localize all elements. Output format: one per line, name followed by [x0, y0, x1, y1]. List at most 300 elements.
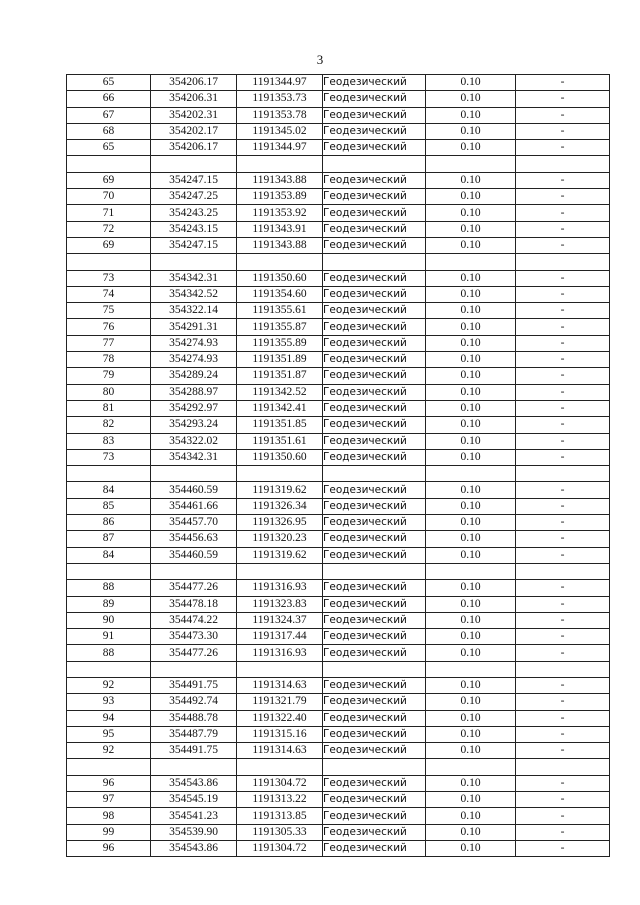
- table-row: [67, 221, 610, 237]
- accuracy-cell: 0.10: [426, 368, 516, 384]
- table-row: [67, 580, 610, 596]
- note-cell: -: [516, 792, 610, 808]
- accuracy-cell: 0.10: [426, 75, 516, 91]
- method-cell: Геодезический: [323, 743, 426, 759]
- table-row: [67, 237, 610, 253]
- y-coordinate-cell: 1191353.73: [237, 91, 323, 107]
- y-coordinate-cell: 1191304.72: [237, 840, 323, 856]
- note-cell: -: [516, 319, 610, 335]
- point-number-cell: 71: [67, 205, 151, 221]
- table-row: [67, 335, 610, 351]
- note-cell: -: [516, 270, 610, 286]
- method-cell: Геодезический: [323, 580, 426, 596]
- note-cell: -: [516, 417, 610, 433]
- y-coordinate-cell: 1191353.92: [237, 205, 323, 221]
- accuracy-cell: 0.10: [426, 189, 516, 205]
- method-cell: Геодезический: [323, 694, 426, 710]
- point-number-cell: 74: [67, 286, 151, 302]
- y-coordinate-cell: 1191314.63: [237, 677, 323, 693]
- page-number: 3: [316, 52, 324, 67]
- note-cell: -: [516, 172, 610, 188]
- x-coordinate-cell: 354545.19: [151, 792, 237, 808]
- y-coordinate-cell: 1191313.85: [237, 808, 323, 824]
- y-coordinate-cell: [237, 759, 323, 775]
- method-cell: Геодезический: [323, 75, 426, 91]
- point-number-cell: 84: [67, 482, 151, 498]
- note-cell: -: [516, 75, 610, 91]
- y-coordinate-cell: 1191323.83: [237, 596, 323, 612]
- method-cell: Геодезический: [323, 237, 426, 253]
- y-coordinate-cell: [237, 563, 323, 579]
- point-number-cell: 65: [67, 140, 151, 156]
- x-coordinate-cell: 354247.15: [151, 237, 237, 253]
- accuracy-cell: 0.10: [426, 237, 516, 253]
- method-cell: Геодезический: [323, 189, 426, 205]
- coordinates-table: [66, 74, 610, 857]
- accuracy-cell: [426, 466, 516, 482]
- method-cell: [323, 661, 426, 677]
- note-cell: -: [516, 482, 610, 498]
- x-coordinate-cell: 354457.70: [151, 515, 237, 531]
- note-cell: -: [516, 286, 610, 302]
- x-coordinate-cell: 354288.97: [151, 384, 237, 400]
- method-cell: Геодезический: [323, 319, 426, 335]
- y-coordinate-cell: 1191354.60: [237, 286, 323, 302]
- accuracy-cell: 0.10: [426, 694, 516, 710]
- y-coordinate-cell: 1191343.91: [237, 221, 323, 237]
- method-cell: Геодезический: [323, 515, 426, 531]
- accuracy-cell: [426, 759, 516, 775]
- method-cell: Геодезический: [323, 91, 426, 107]
- accuracy-cell: 0.10: [426, 547, 516, 563]
- method-cell: Геодезический: [323, 205, 426, 221]
- note-cell: -: [516, 531, 610, 547]
- note-cell: -: [516, 335, 610, 351]
- accuracy-cell: 0.10: [426, 335, 516, 351]
- point-number-cell: 79: [67, 368, 151, 384]
- x-coordinate-cell: [151, 759, 237, 775]
- y-coordinate-cell: 1191326.95: [237, 515, 323, 531]
- method-cell: [323, 466, 426, 482]
- method-cell: Геодезический: [323, 498, 426, 514]
- point-number-cell: 98: [67, 808, 151, 824]
- table-row: [67, 433, 610, 449]
- y-coordinate-cell: 1191317.44: [237, 629, 323, 645]
- table-row: [67, 270, 610, 286]
- accuracy-cell: 0.10: [426, 792, 516, 808]
- table-row: [67, 726, 610, 742]
- table-row: [67, 319, 610, 335]
- point-number-cell: 94: [67, 710, 151, 726]
- note-cell: -: [516, 743, 610, 759]
- point-number-cell: [67, 563, 151, 579]
- y-coordinate-cell: 1191304.72: [237, 775, 323, 791]
- method-cell: Геодезический: [323, 840, 426, 856]
- y-coordinate-cell: 1191355.87: [237, 319, 323, 335]
- note-cell: -: [516, 629, 610, 645]
- note-cell: [516, 156, 610, 172]
- method-cell: Геодезический: [323, 677, 426, 693]
- method-cell: Геодезический: [323, 449, 426, 465]
- y-coordinate-cell: 1191351.89: [237, 352, 323, 368]
- table-row: [67, 775, 610, 791]
- y-coordinate-cell: 1191351.61: [237, 433, 323, 449]
- method-cell: Геодезический: [323, 792, 426, 808]
- accuracy-cell: 0.10: [426, 433, 516, 449]
- y-coordinate-cell: 1191353.89: [237, 189, 323, 205]
- accuracy-cell: 0.10: [426, 384, 516, 400]
- coordinates-table-body: [67, 75, 610, 857]
- note-cell: -: [516, 677, 610, 693]
- table-row: [67, 482, 610, 498]
- table-row: [67, 547, 610, 563]
- accuracy-cell: 0.10: [426, 123, 516, 139]
- method-cell: Геодезический: [323, 710, 426, 726]
- y-coordinate-cell: 1191344.97: [237, 140, 323, 156]
- y-coordinate-cell: 1191321.79: [237, 694, 323, 710]
- x-coordinate-cell: 354460.59: [151, 547, 237, 563]
- accuracy-cell: 0.10: [426, 417, 516, 433]
- x-coordinate-cell: 354274.93: [151, 352, 237, 368]
- y-coordinate-cell: 1191320.23: [237, 531, 323, 547]
- accuracy-cell: 0.10: [426, 221, 516, 237]
- accuracy-cell: 0.10: [426, 107, 516, 123]
- y-coordinate-cell: [237, 466, 323, 482]
- note-cell: -: [516, 237, 610, 253]
- x-coordinate-cell: 354243.25: [151, 205, 237, 221]
- point-number-cell: 82: [67, 417, 151, 433]
- note-cell: -: [516, 775, 610, 791]
- x-coordinate-cell: 354488.78: [151, 710, 237, 726]
- note-cell: -: [516, 221, 610, 237]
- note-cell: -: [516, 107, 610, 123]
- y-coordinate-cell: 1191322.40: [237, 710, 323, 726]
- accuracy-cell: 0.10: [426, 482, 516, 498]
- accuracy-cell: 0.10: [426, 515, 516, 531]
- x-coordinate-cell: 354456.63: [151, 531, 237, 547]
- note-cell: -: [516, 547, 610, 563]
- note-cell: -: [516, 694, 610, 710]
- method-cell: Геодезический: [323, 352, 426, 368]
- method-cell: Геодезический: [323, 123, 426, 139]
- y-coordinate-cell: 1191313.22: [237, 792, 323, 808]
- x-coordinate-cell: 354206.17: [151, 140, 237, 156]
- table-row: [67, 417, 610, 433]
- note-cell: -: [516, 140, 610, 156]
- note-cell: [516, 661, 610, 677]
- point-number-cell: 69: [67, 172, 151, 188]
- y-coordinate-cell: 1191353.78: [237, 107, 323, 123]
- accuracy-cell: 0.10: [426, 91, 516, 107]
- table-row: [67, 205, 610, 221]
- accuracy-cell: [426, 254, 516, 270]
- y-coordinate-cell: 1191350.60: [237, 270, 323, 286]
- y-coordinate-cell: 1191315.16: [237, 726, 323, 742]
- x-coordinate-cell: 354342.31: [151, 449, 237, 465]
- accuracy-cell: 0.10: [426, 775, 516, 791]
- accuracy-cell: 0.10: [426, 580, 516, 596]
- x-coordinate-cell: 354322.14: [151, 303, 237, 319]
- accuracy-cell: 0.10: [426, 824, 516, 840]
- x-coordinate-cell: [151, 254, 237, 270]
- method-cell: Геодезический: [323, 335, 426, 351]
- table-row: [67, 694, 610, 710]
- accuracy-cell: 0.10: [426, 303, 516, 319]
- method-cell: [323, 759, 426, 775]
- note-cell: -: [516, 368, 610, 384]
- table-separator-row: [67, 466, 610, 482]
- y-coordinate-cell: 1191345.02: [237, 123, 323, 139]
- x-coordinate-cell: 354460.59: [151, 482, 237, 498]
- accuracy-cell: 0.10: [426, 726, 516, 742]
- point-number-cell: [67, 661, 151, 677]
- note-cell: [516, 759, 610, 775]
- x-coordinate-cell: 354539.90: [151, 824, 237, 840]
- accuracy-cell: 0.10: [426, 286, 516, 302]
- point-number-cell: 75: [67, 303, 151, 319]
- table-separator-row: [67, 759, 610, 775]
- method-cell: Геодезический: [323, 303, 426, 319]
- point-number-cell: 78: [67, 352, 151, 368]
- note-cell: [516, 563, 610, 579]
- point-number-cell: 99: [67, 824, 151, 840]
- method-cell: Геодезический: [323, 547, 426, 563]
- y-coordinate-cell: [237, 156, 323, 172]
- accuracy-cell: 0.10: [426, 498, 516, 514]
- x-coordinate-cell: 354322.02: [151, 433, 237, 449]
- y-coordinate-cell: 1191342.41: [237, 400, 323, 416]
- y-coordinate-cell: 1191324.37: [237, 612, 323, 628]
- method-cell: Геодезический: [323, 645, 426, 661]
- table-row: [67, 710, 610, 726]
- table-row: [67, 531, 610, 547]
- table-row: [67, 645, 610, 661]
- note-cell: -: [516, 498, 610, 514]
- point-number-cell: 95: [67, 726, 151, 742]
- y-coordinate-cell: [237, 254, 323, 270]
- method-cell: Геодезический: [323, 596, 426, 612]
- point-number-cell: 76: [67, 319, 151, 335]
- note-cell: -: [516, 433, 610, 449]
- point-number-cell: 73: [67, 449, 151, 465]
- accuracy-cell: 0.10: [426, 140, 516, 156]
- note-cell: -: [516, 449, 610, 465]
- table-separator-row: [67, 563, 610, 579]
- accuracy-cell: 0.10: [426, 840, 516, 856]
- table-row: [67, 189, 610, 205]
- note-cell: [516, 466, 610, 482]
- y-coordinate-cell: 1191350.60: [237, 449, 323, 465]
- note-cell: -: [516, 808, 610, 824]
- point-number-cell: 84: [67, 547, 151, 563]
- method-cell: [323, 156, 426, 172]
- table-row: [67, 840, 610, 856]
- y-coordinate-cell: 1191319.62: [237, 482, 323, 498]
- x-coordinate-cell: 354491.75: [151, 743, 237, 759]
- x-coordinate-cell: 354202.31: [151, 107, 237, 123]
- table-row: [67, 792, 610, 808]
- point-number-cell: 68: [67, 123, 151, 139]
- note-cell: -: [516, 612, 610, 628]
- method-cell: Геодезический: [323, 433, 426, 449]
- method-cell: Геодезический: [323, 140, 426, 156]
- x-coordinate-cell: 354492.74: [151, 694, 237, 710]
- table-row: [67, 75, 610, 91]
- point-number-cell: 91: [67, 629, 151, 645]
- point-number-cell: 67: [67, 107, 151, 123]
- x-coordinate-cell: 354206.17: [151, 75, 237, 91]
- y-coordinate-cell: 1191351.87: [237, 368, 323, 384]
- y-coordinate-cell: 1191355.61: [237, 303, 323, 319]
- point-number-cell: 77: [67, 335, 151, 351]
- point-number-cell: 66: [67, 91, 151, 107]
- point-number-cell: 70: [67, 189, 151, 205]
- note-cell: -: [516, 189, 610, 205]
- note-cell: -: [516, 840, 610, 856]
- note-cell: -: [516, 400, 610, 416]
- note-cell: -: [516, 123, 610, 139]
- accuracy-cell: 0.10: [426, 270, 516, 286]
- table-row: [67, 107, 610, 123]
- x-coordinate-cell: 354274.93: [151, 335, 237, 351]
- x-coordinate-cell: [151, 466, 237, 482]
- y-coordinate-cell: 1191305.33: [237, 824, 323, 840]
- x-coordinate-cell: [151, 563, 237, 579]
- y-coordinate-cell: 1191319.62: [237, 547, 323, 563]
- x-coordinate-cell: 354247.25: [151, 189, 237, 205]
- x-coordinate-cell: 354541.23: [151, 808, 237, 824]
- y-coordinate-cell: 1191342.52: [237, 384, 323, 400]
- table-row: [67, 596, 610, 612]
- method-cell: Геодезический: [323, 482, 426, 498]
- table-row: [67, 123, 610, 139]
- point-number-cell: 92: [67, 677, 151, 693]
- accuracy-cell: 0.10: [426, 449, 516, 465]
- note-cell: -: [516, 824, 610, 840]
- accuracy-cell: 0.10: [426, 400, 516, 416]
- y-coordinate-cell: 1191355.89: [237, 335, 323, 351]
- y-coordinate-cell: 1191316.93: [237, 645, 323, 661]
- table-row: [67, 743, 610, 759]
- y-coordinate-cell: 1191316.93: [237, 580, 323, 596]
- y-coordinate-cell: [237, 661, 323, 677]
- method-cell: Геодезический: [323, 286, 426, 302]
- table-row: [67, 368, 610, 384]
- note-cell: -: [516, 205, 610, 221]
- point-number-cell: 73: [67, 270, 151, 286]
- table-row: [67, 384, 610, 400]
- y-coordinate-cell: 1191326.34: [237, 498, 323, 514]
- method-cell: Геодезический: [323, 726, 426, 742]
- x-coordinate-cell: 354478.18: [151, 596, 237, 612]
- accuracy-cell: [426, 661, 516, 677]
- x-coordinate-cell: [151, 661, 237, 677]
- note-cell: -: [516, 645, 610, 661]
- x-coordinate-cell: 354477.26: [151, 645, 237, 661]
- accuracy-cell: 0.10: [426, 808, 516, 824]
- accuracy-cell: 0.10: [426, 531, 516, 547]
- point-number-cell: [67, 254, 151, 270]
- y-coordinate-cell: 1191351.85: [237, 417, 323, 433]
- point-number-cell: [67, 759, 151, 775]
- table-row: [67, 172, 610, 188]
- note-cell: -: [516, 384, 610, 400]
- point-number-cell: 97: [67, 792, 151, 808]
- note-cell: -: [516, 580, 610, 596]
- accuracy-cell: 0.10: [426, 743, 516, 759]
- table-row: [67, 400, 610, 416]
- x-coordinate-cell: 354292.97: [151, 400, 237, 416]
- table-row: [67, 140, 610, 156]
- table-row: [67, 498, 610, 514]
- accuracy-cell: 0.10: [426, 710, 516, 726]
- point-number-cell: 87: [67, 531, 151, 547]
- note-cell: -: [516, 303, 610, 319]
- note-cell: -: [516, 596, 610, 612]
- x-coordinate-cell: 354543.86: [151, 775, 237, 791]
- point-number-cell: 83: [67, 433, 151, 449]
- x-coordinate-cell: 354342.31: [151, 270, 237, 286]
- point-number-cell: [67, 466, 151, 482]
- point-number-cell: 69: [67, 237, 151, 253]
- method-cell: Геодезический: [323, 384, 426, 400]
- accuracy-cell: 0.10: [426, 629, 516, 645]
- x-coordinate-cell: 354247.15: [151, 172, 237, 188]
- table-row: [67, 286, 610, 302]
- method-cell: [323, 254, 426, 270]
- x-coordinate-cell: 354243.15: [151, 221, 237, 237]
- y-coordinate-cell: 1191343.88: [237, 172, 323, 188]
- table-row: [67, 612, 610, 628]
- table-row: [67, 629, 610, 645]
- note-cell: [516, 254, 610, 270]
- table-row: [67, 515, 610, 531]
- table-separator-row: [67, 254, 610, 270]
- point-number-cell: 86: [67, 515, 151, 531]
- point-number-cell: 88: [67, 645, 151, 661]
- x-coordinate-cell: 354473.30: [151, 629, 237, 645]
- y-coordinate-cell: 1191344.97: [237, 75, 323, 91]
- point-number-cell: 88: [67, 580, 151, 596]
- point-number-cell: [67, 156, 151, 172]
- accuracy-cell: 0.10: [426, 596, 516, 612]
- note-cell: -: [516, 726, 610, 742]
- accuracy-cell: [426, 563, 516, 579]
- accuracy-cell: 0.10: [426, 645, 516, 661]
- accuracy-cell: 0.10: [426, 205, 516, 221]
- point-number-cell: 93: [67, 694, 151, 710]
- method-cell: Геодезический: [323, 531, 426, 547]
- x-coordinate-cell: 354202.17: [151, 123, 237, 139]
- x-coordinate-cell: 354461.66: [151, 498, 237, 514]
- point-number-cell: 89: [67, 596, 151, 612]
- method-cell: [323, 563, 426, 579]
- method-cell: Геодезический: [323, 400, 426, 416]
- point-number-cell: 96: [67, 840, 151, 856]
- y-coordinate-cell: 1191314.63: [237, 743, 323, 759]
- table-row: [67, 824, 610, 840]
- table-row: [67, 677, 610, 693]
- point-number-cell: 96: [67, 775, 151, 791]
- method-cell: Геодезический: [323, 612, 426, 628]
- method-cell: Геодезический: [323, 417, 426, 433]
- x-coordinate-cell: 354487.79: [151, 726, 237, 742]
- method-cell: Геодезический: [323, 629, 426, 645]
- accuracy-cell: 0.10: [426, 172, 516, 188]
- table-separator-row: [67, 661, 610, 677]
- x-coordinate-cell: 354543.86: [151, 840, 237, 856]
- note-cell: -: [516, 515, 610, 531]
